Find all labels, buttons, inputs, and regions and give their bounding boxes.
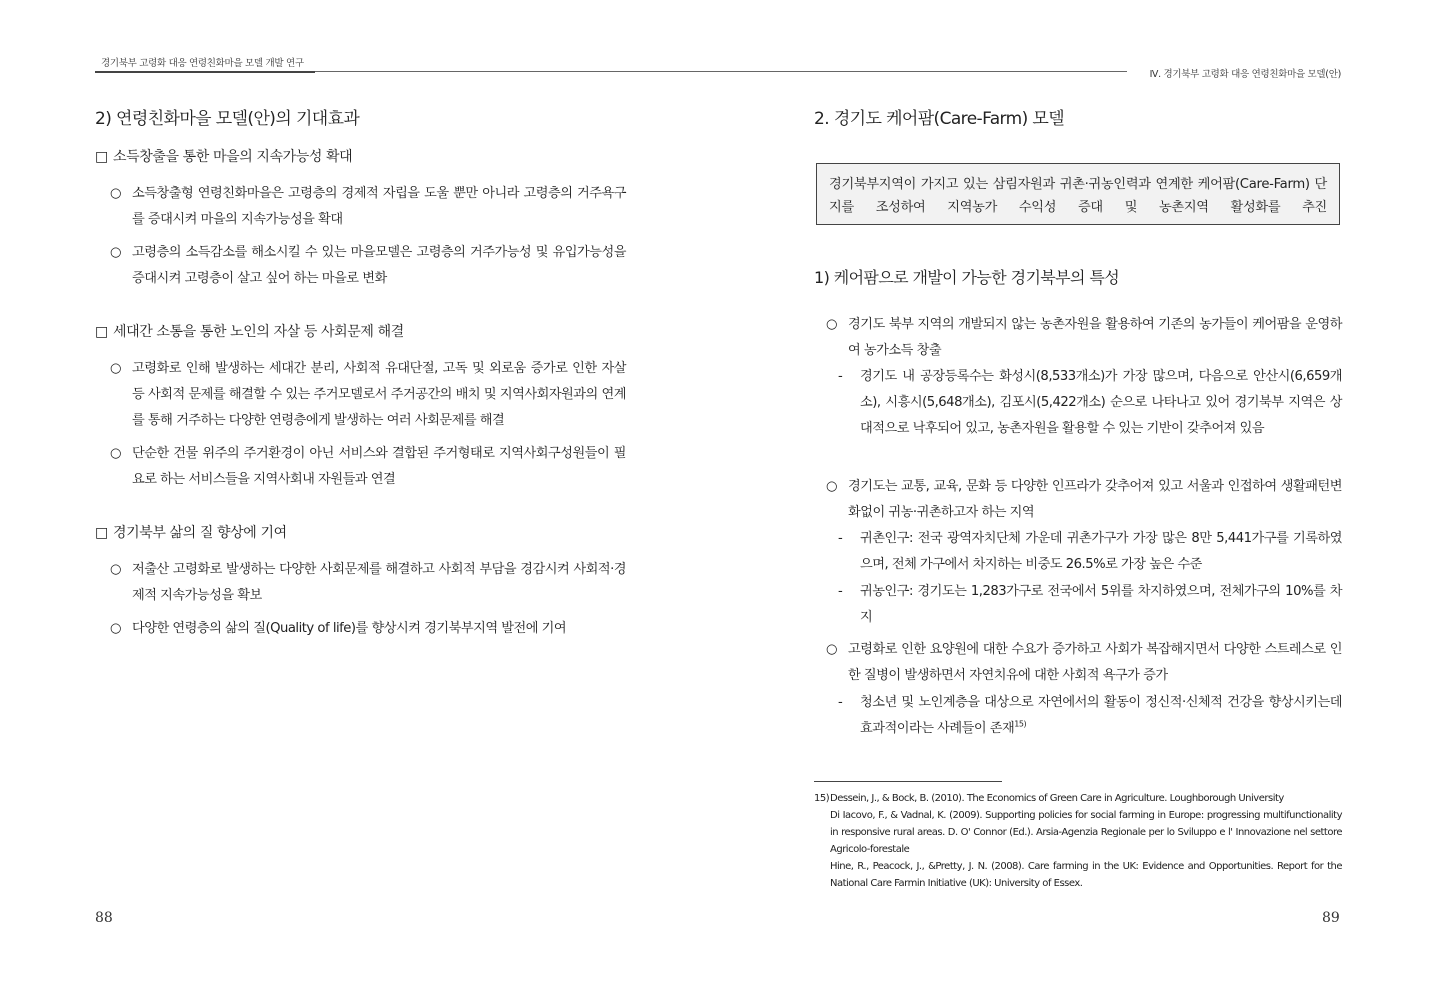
square-bullet-icon: □ (95, 149, 108, 165)
circle-bullet-icon: ○ (110, 621, 122, 636)
dash-bullet-icon: - (838, 369, 843, 384)
list-item: ○ 저출산 고령화로 발생하는 다양한 사회문제를 해결하고 사회적 부담을 경감시켜 사회적·경제적 지속가능성을 확보 (110, 557, 626, 609)
list-item: ○ 고령층의 소득감소를 해소시킬 수 있는 마을모델은 고령층의 거주가능성 및 유입가능성을 증대시켜 고령층이 살고 싶어 하는 마을로 변화 (110, 240, 626, 292)
section-heading: □ 세대간 소통을 통한 노인의 자살 등 사회문제 해결 (95, 324, 404, 340)
right-page (718, 0, 1436, 983)
page-number-left: 88 (95, 910, 113, 926)
footnote-entry: Dessein, J., & Bock, B. (2010). The Economics of Green Care in Agriculture. Loughborough University (830, 793, 1284, 804)
running-header-right: Ⅳ. 경기북부 고령화 대응 연령친화마을 모델(안) (1149, 69, 1341, 80)
summary-box: 경기북부지역이 가지고 있는 삼림자원과 귀촌·귀농인력과 연계한 케어팜(Care-Farm) 단지를 조성하여 지역농가 수익성 증대 및 농촌지역 활성화를 추진 (816, 163, 1340, 225)
footnote-ref[interactable]: 15) (1014, 719, 1027, 729)
section-heading: □ 경기북부 삶의 질 향상에 기여 (95, 525, 287, 541)
dash-bullet-icon: - (838, 695, 843, 710)
list-item: ○ 경기도 북부 지역의 개발되지 않는 농촌자원을 활용하여 기존의 농가들이 케어팜을 운영하여 농가소득 창출 (826, 312, 1342, 364)
circle-bullet-icon: ○ (110, 562, 122, 577)
circle-bullet-icon: ○ (826, 479, 838, 494)
dash-bullet-icon: - (838, 531, 843, 546)
circle-bullet-icon: ○ (826, 317, 838, 332)
page-number-right: 89 (1322, 910, 1340, 926)
list-item: ○ 고령화로 인한 요양원에 대한 수요가 증가하고 사회가 복잡해지면서 다양한 스트레스로 인한 질병이 발생하면서 자연치유에 대한 사회적 욕구가 증가 (826, 637, 1342, 689)
circle-bullet-icon: ○ (110, 446, 122, 461)
circle-bullet-icon: ○ (110, 245, 122, 260)
list-item: ○ 소득창출형 연령친화마을은 고령층의 경제적 자립을 도울 뿐만 아니라 고령층의 거주욕구를 증대시켜 마을의 지속가능성을 확대 (110, 181, 626, 233)
list-item: - 경기도 내 공장등록수는 화성시(8,533개소)가 가장 많으며, 다음으로 안산시(6,659개소), 시흥시(5,648개소), 김포시(5,422개소) 순으로 나타나고 있어 경기북부 지역은 상대적으로 낙후되어 있고, 농촌자원을 활용할 수 있는 기반이 갖추어져 있음 (838, 364, 1342, 442)
section-title-right: 2. 경기도 케어팜(Care-Farm) 모델 (814, 109, 1065, 129)
list-item: - 청소년 및 노인계층을 대상으로 자연에서의 활동이 정신적·신체적 건강을 향상시키는데 효과적이라는 사례들이 존재$^{15)}$ (838, 690, 1342, 742)
section-title-left: 2) 연령친화마을 모델(안)의 기대효과 (95, 109, 360, 129)
footnote-entry: Di Iacovo, F., & Vadnal, K. (2009). Supporting policies for social farming in Europe: progressing multifunctionality in responsive rural areas. D. O' Connor (Ed.). Arsia-Agenzia Regionale per lo Sviluppo e l' Innovazione nel settore Agricolo-forestale (830, 810, 1342, 855)
footnote (814, 790, 1342, 892)
footnote-rule (814, 781, 1002, 782)
list-item: ○ 단순한 건물 위주의 주거환경이 아닌 서비스와 결합된 주거형태로 지역사회구성원들이 필요로 하는 서비스들을 지역사회내 자원들과 연결 (110, 441, 626, 493)
circle-bullet-icon: ○ (826, 642, 838, 657)
list-item: - 귀촌인구: 전국 광역자치단체 가운데 귀촌가구가 가장 많은 8만 5,441가구를 기록하였으며, 전체 가구에서 차지하는 비중도 26.5%로 가장 높은 수준 (838, 526, 1342, 578)
square-bullet-icon: □ (95, 525, 108, 541)
list-item: ○ 다양한 연령층의 삶의 질(Quality of life)를 향상시켜 경기북부지역 발전에 기여 (110, 616, 626, 642)
circle-bullet-icon: ○ (110, 361, 122, 376)
dash-bullet-icon: - (838, 584, 843, 599)
footnote-entry: Hine, R., Peacock, J., &Pretty, J. N. (2008). Care farming in the UK: Evidence and Opportunities. Report for the National Care Farmin Initiative (UK): University of Essex. (830, 861, 1342, 889)
subsection-title: 1) 케어팜으로 개발이 가능한 경기북부의 특성 (814, 268, 1120, 287)
list-item: ○ 경기도는 교통, 교육, 문화 등 다양한 인프라가 갖추어져 있고 서울과 인접하여 생활패턴변화없이 귀농·귀촌하고자 하는 지역 (826, 474, 1342, 526)
square-bullet-icon: □ (95, 324, 108, 340)
section-heading: □ 소득창출을 통한 마을의 지속가능성 확대 (95, 149, 353, 165)
footnote-number: 15) (814, 793, 830, 804)
running-header-left: 경기북부 고령화 대응 연령친화마을 모델 개발 연구 (101, 58, 304, 69)
list-item: ○ 고령화로 인해 발생하는 세대간 분리, 사회적 유대단절, 고독 및 외로움 증가로 인한 자살 등 사회적 문제를 해결할 수 있는 주거모델로서 주거공간의 배치 및 지역사회자원과의 연계를 통해 거주하는 다양한 연령층에게 발생하는 여러 사회문제를 해결 (110, 356, 626, 434)
list-item: - 귀농인구: 경기도는 1,283가구로 전국에서 5위를 차지하였으며, 전체가구의 10%를 차지 (838, 579, 1342, 631)
circle-bullet-icon: ○ (110, 186, 122, 201)
